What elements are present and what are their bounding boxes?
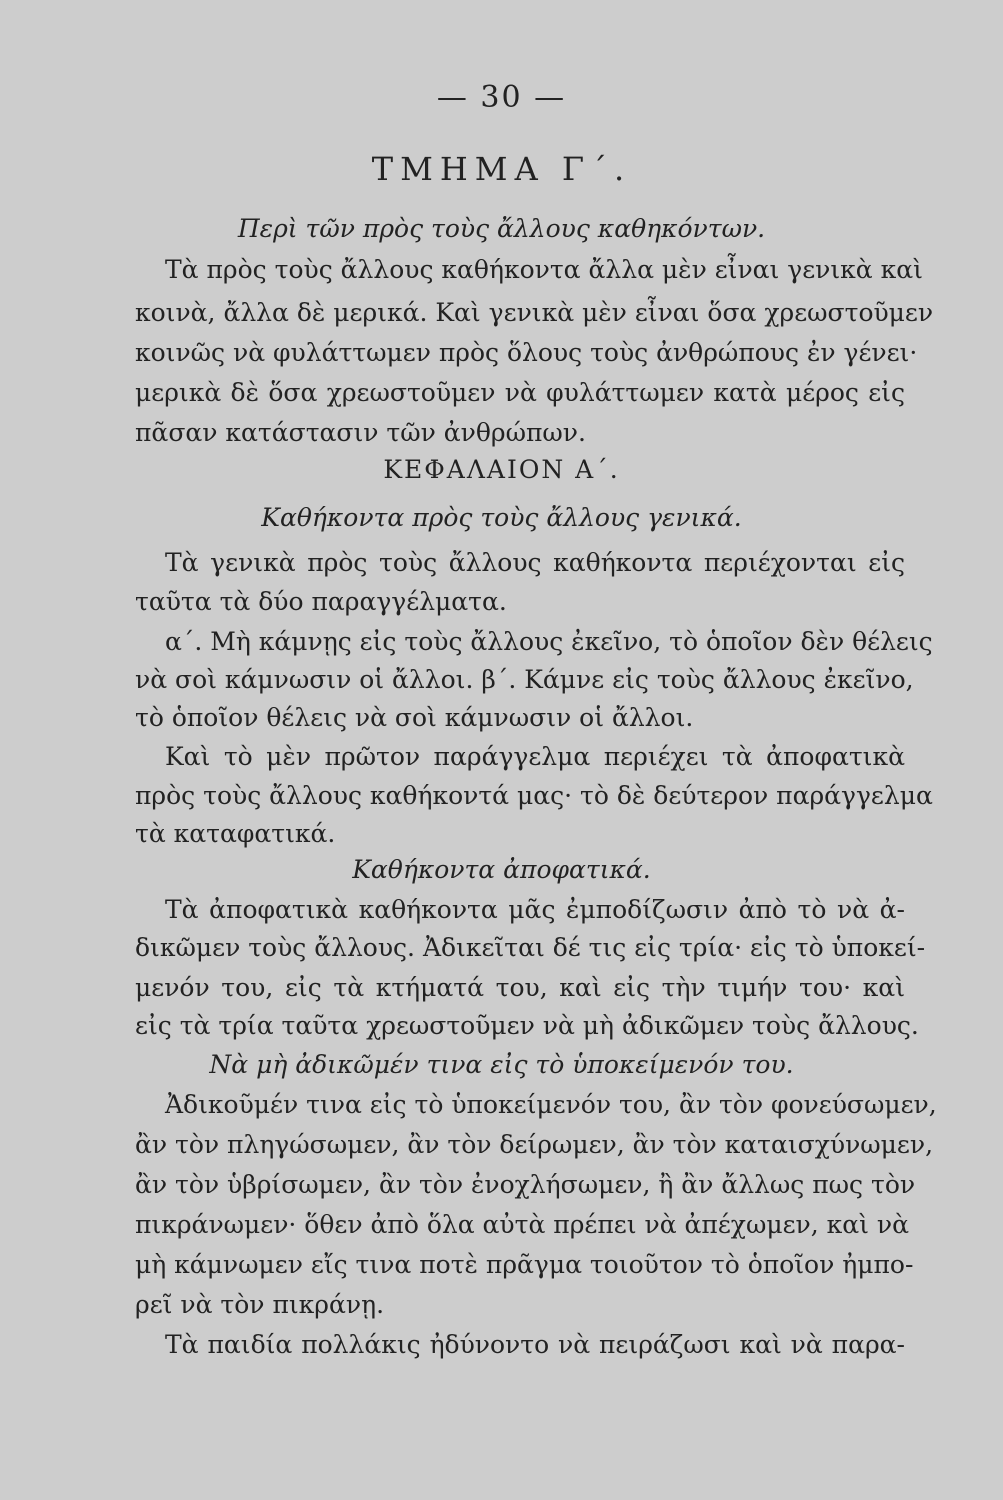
text-line: Τὰ παιδία πολλάκις ἠδύνοντο νὰ πειράζωσι καὶ νὰ παρα- [165,1330,905,1359]
text-line: Τὰ γενικὰ πρὸς τοὺς ἄλλους καθήκοντα περιέχονται εἰς [165,548,905,577]
text-line: νὰ σοὶ κάμνωσιν οἱ ἄλλοι. β΄. Κάμνε εἰς τοὺς ἄλλους ἐκεῖνο, [135,665,914,694]
text-line: Τὰ πρὸς τοὺς ἄλλους καθήκοντα ἄλλα μὲν εἶναι γενικὰ καὶ [165,255,923,284]
text-line: πικράνωμεν· ὅθεν ἀπὸ ὅλα αὐτὰ πρέπει νὰ ἀπέχωμεν, καὶ νὰ [135,1210,909,1239]
text-line: α΄. Μὴ κάμνῃς εἰς τοὺς ἄλλους ἐκεῖνο, τὸ ὁποῖον δὲν θέλεις [165,627,933,656]
text-line: πᾶσαν κατάστασιν τῶν ἀνθρώπων. [135,418,586,447]
text-line: Ἀδικοῦμέν τινα εἰς τὸ ὑποκείμενόν του, ἂν τὸν φονεύσωμεν, [165,1090,937,1119]
text-line: δικῶμεν τοὺς ἄλλους. Ἀδικεῖται δέ τις εἰς τρία· εἰς τὸ ὑποκεί- [135,933,926,962]
person-duties-heading: Νὰ μὴ ἀδικῶμέν τινα εἰς τὸ ὑποκείμενόν του. [209,1050,794,1079]
text-line: μὴ κάμνωμεν εἴς τινα ποτὲ πρᾶγμα τοιοῦτον τὸ ὁποῖον ἠμπο- [135,1250,914,1279]
text-line: ρεῖ νὰ τὸν πικράνῃ. [135,1290,385,1319]
section-title: ΤΜΗΜΑ Γ΄. [371,150,632,188]
text-line: ταῦτα τὰ δύο παραγγέλματα. [135,587,507,616]
text-line: κοινὰ, ἄλλα δὲ μερικά. Καὶ γενικὰ μὲν εἶναι ὅσα χρεωστοῦμεν [135,298,934,327]
page-number: — 30 — [436,80,567,115]
text-line: κοινῶς νὰ φυλάττωμεν πρὸς ὅλους τοὺς ἀνθρώπους ἐν γένει· [135,338,918,367]
chapter-heading: Καθήκοντα πρὸς τοὺς ἄλλους γενικά. [261,503,742,532]
text-line: μερικὰ δὲ ὅσα χρεωστοῦμεν νὰ φυλάττωμεν κατὰ μέρος εἰς [135,378,905,407]
text-line: ἂν τὸν ὑβρίσωμεν, ἂν τὸν ἐνοχλήσωμεν, ἢ ἂν ἄλλως πως τὸν [135,1170,916,1199]
text-line: πρὸς τοὺς ἄλλους καθήκοντά μας· τὸ δὲ δεύτερον παράγγελμα [135,781,933,810]
text-line: Τὰ ἀποφατικὰ καθήκοντα μᾶς ἐμποδίζωσιν ἀπὸ τὸ νὰ ἀ- [165,895,905,924]
chapter-title: ΚΕΦΑΛΑΙΟΝ Α΄. [383,455,620,484]
section-heading: Περὶ τῶν πρὸς τοὺς ἄλλους καθηκόντων. [237,214,766,243]
negative-duties-heading: Καθήκοντα ἀποφατικά. [352,855,651,884]
text-line: μενόν του, εἰς τὰ κτήματά του, καὶ εἰς τὴν τιμήν του· καὶ [135,973,905,1002]
text-line: τὸ ὁποῖον θέλεις νὰ σοὶ κάμνωσιν οἱ ἄλλοι. [135,703,694,732]
text-line: Καὶ τὸ μὲν πρῶτον παράγγελμα περιέχει τὰ ἀποφατικὰ [165,742,905,771]
text-line: τὰ καταφατικά. [135,819,336,848]
text-line: εἰς τὰ τρία ταῦτα χρεωστοῦμεν νὰ μὴ ἀδικῶμεν τοὺς ἄλλους. [135,1011,919,1040]
text-line: ἂν τὸν πληγώσωμεν, ἂν τὸν δείρωμεν, ἂν τὸν καταισχύνωμεν, [135,1130,934,1159]
